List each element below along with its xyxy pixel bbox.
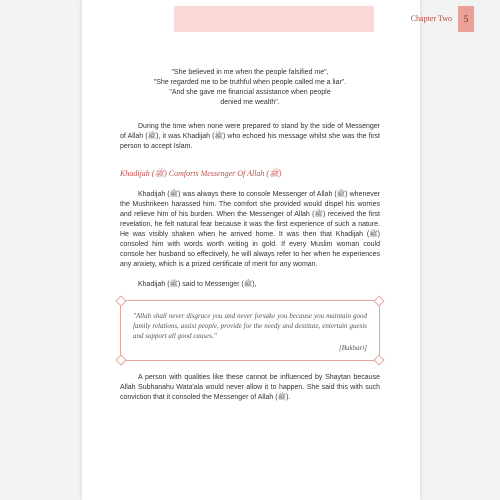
paragraph-3: A person with qualities like these cannot be influenced by Shaytan because Allah Subhanahu Wata'ala would never allow it to happen. She said this with such conviction that it consoled the Messenger of Allah (ﷺ). — [120, 374, 380, 401]
page-content — [120, 68, 380, 403]
paragraph-1: During the time when none were prepared to stand by the side of Messenger of Allah (ﷺ), it was Khadijah (ﷺ) who echoed his message whilst she was the first person to accept Islam. — [120, 123, 380, 150]
quote-line: denied me wealth". — [220, 99, 280, 106]
paragraph-2: Khadijah (ﷺ) was always there to console Messenger of Allah (ﷺ) whenever the Mushrikeen harassed him. The comfort she provided would dispel his worries and relieve him of his burden. When the Messenger of Allah (ﷺ) received the first revelation, he felt natural fear because it was the first experience of such a nature. He was visibly shaken when he arrived home. It was then that Khadijah (ﷺ) consoled him with words worth writing in gold. If every Muslim woman could console her husband so effectively, he will always refer to her when he experiences any anxiety, which is a prized certificate of merit for any woman. — [120, 191, 380, 268]
opening-quote — [120, 68, 380, 108]
page-number: 5 — [458, 6, 474, 32]
hadith-citation: [Bukhari] — [339, 344, 367, 352]
quote-line: "She believed in me when the people falsified me", — [171, 69, 329, 76]
hadith-quote: "Allah shall never disgrace you and never forsake you because you maintain good family relations, assist people, provide for the needy and destitute, entertain guests and support all good causes." — [133, 312, 367, 340]
section-heading: Khadijah (ﷺ) Comforts Messenger Of Allah (ﷺ) — [120, 169, 282, 178]
said-line: Khadijah (ﷺ) said to Messenger (ﷺ), — [138, 281, 257, 288]
hadith-quote-box — [120, 300, 380, 361]
chapter-title: Chapter Two — [410, 14, 452, 23]
quote-line: "And she gave me financial assistance when people — [169, 89, 331, 96]
quote-line: "She regarded me to be truthful when people called me a liar". — [153, 79, 347, 86]
header-band — [174, 6, 374, 32]
